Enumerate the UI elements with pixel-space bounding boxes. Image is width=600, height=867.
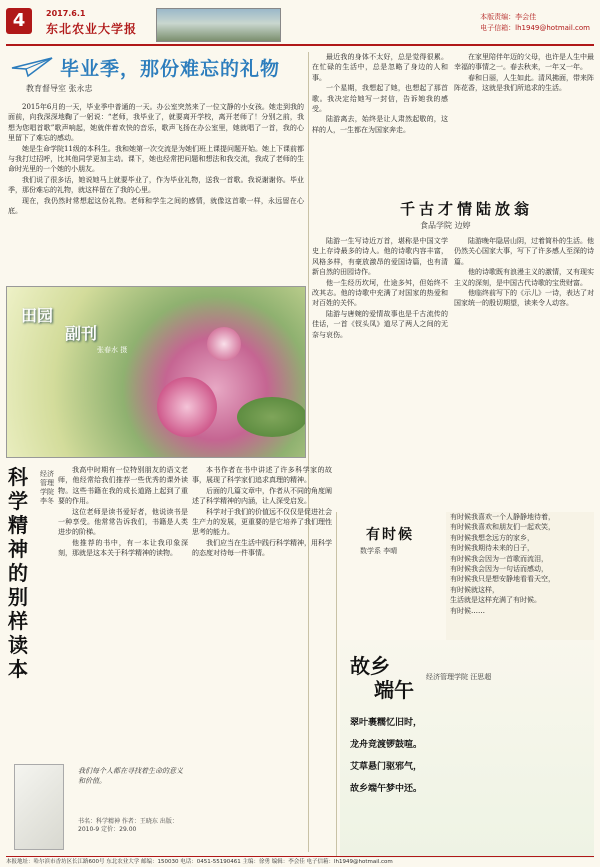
paragraph: 科学对于我们的价值远不仅仅是促进社会生产力的发展，更重要的是它培养了我们理性思考的能力。	[192, 507, 332, 537]
paragraph: 我高中时期有一位特别朋友的语文老师，他经常给我们推荐一些优秀的课外读物。这些书籍在我的成长道路上起到了重要的作用。	[58, 466, 188, 506]
paragraph: 他一生经历坎坷，仕途多舛，但始终不改其志。他的诗歌中充满了对国家的热爱和对百姓的关怀。	[312, 278, 448, 308]
banner-title-garden: 田园	[21, 306, 54, 325]
verse-line: 故乡端午梦中还。	[350, 784, 423, 794]
paragraph: 这位老师是读书爱好者，他说读书是一种享受。他常常告诉我们，书籍是人类进步的阶梯。	[58, 507, 188, 537]
paragraph: 他推荐的书中，有一本让我印象深刻，那就是这本关于科学精神的读物。	[58, 538, 188, 558]
poem-line: 有时候……	[450, 606, 485, 615]
verse-line: 艾草悬门驱邪气，	[350, 762, 423, 772]
hometown-title-a: 故乡	[350, 654, 390, 678]
poem-line: 有时候我只是想安静地看看天空，	[450, 575, 555, 584]
paragraph: 2015年6月的一天，毕业季中普通的一天。办公室突然来了一位文静的小女孩。她走到我的面前，向我深深地鞠了一躬说：“老师，我毕业了，就要离开学校，离开老师了！分别之前，我想为您唱首歌”歌声响起，她就伴着欢快的音乐，歌声飞扬在办公室里，她就唱了一首，我的心里留下了难忘的感动。	[8, 103, 304, 143]
column-b	[454, 52, 594, 252]
sometimes-title: 有时候	[366, 527, 414, 543]
poem-line: 有时候我喜欢一个人静静地待着，	[450, 513, 555, 521]
paragraph: 她是生命学院11级的本科生。我和她第一次交流是为她们班上课提问题开始。她上下课前都与我打过招呼，比其他同学更加主动。课下，她也经常把问题和想法和我交流，我成了老师的生命时光里的一个她的小朋友。	[8, 144, 304, 174]
lotus-bud-image	[207, 327, 241, 361]
ancient-article-byline: 食品学院 边婷	[420, 221, 471, 230]
paragraph: 他的诗歌既有浪漫主义的激情，又有现实主义的深刻，是中国古代诗歌的宝贵财富。	[454, 268, 594, 287]
sometimes-byline: 数学系 李晴	[360, 547, 398, 555]
paragraph: 春和日丽，人生如此。清风拂面，带来阵阵花香，这就是我们所追求的生活。	[454, 73, 594, 93]
book-cover-image	[14, 764, 64, 850]
column-divider	[336, 512, 337, 856]
editor-info	[480, 12, 590, 34]
poem-line: 有时候我想念远方的家乡，	[450, 533, 534, 542]
poem-line: 有时候我会因为一首歌而流泪，	[450, 554, 548, 563]
book-info: 书名：科学精神 作者：王晓东 出版：2010-9 定价：29.00	[78, 818, 178, 833]
editor-label: 本版责编：李会佳	[480, 13, 537, 21]
masthead	[6, 6, 594, 46]
poem-line: 有时候我期待未来的日子，	[450, 544, 534, 553]
science-article-body-b	[192, 465, 332, 857]
footer: 本报地址：哈尔滨市香坊区长江路600号 东北农业大学 邮编：150030 电话：0451-55190461 主编：徐勇 编辑：李会佳 电子信箱：lh1949@hotmail.com	[6, 856, 594, 867]
page-number: 4	[6, 8, 32, 34]
paragraph: 最近我的身体不太好，总是觉得很累。在忙碌的生活中，总是忽略了身边的人和事。	[312, 53, 448, 82]
banner-photo-credit: 张春水 摄	[97, 346, 128, 354]
paper-name: 东北农业大学报	[46, 22, 138, 36]
paragraph: 陆游晚年隐居山阴，过着简朴的生活。他仍然关心国家大事，写下了许多感人至深的诗篇。	[454, 237, 594, 266]
poem-line: 有时候就这样，	[450, 585, 499, 594]
lotus-leaf-image	[237, 397, 306, 437]
email-label: 电子信箱：lh1949@hotmail.com	[480, 24, 590, 32]
science-article-byline: 经济管理学院 李冬	[40, 470, 54, 505]
paragraph: 我们应当在生活中践行科学精神，用科学的态度对待每一件事情。	[192, 538, 332, 558]
poem-line: 有时候我会因为一句话而感动，	[450, 565, 548, 574]
lead-article-body	[8, 102, 304, 280]
paragraph: 陆游一生写诗近万首，堪称是中国文学史上存诗最多的诗人。他的诗歌内容丰富，风格多样，有豪放激昂的爱国诗篇，也有清新自然的田园诗作。	[312, 237, 448, 277]
poem-line: 有时候我喜欢和朋友们一起欢笑，	[450, 523, 555, 532]
paragraph: 他临终前写下的《示儿》一诗，表达了对国家统一的殷切期望，读来令人动容。	[454, 289, 594, 308]
lead-article-byline: 教育督导室 张永忠	[26, 84, 93, 93]
verse-line: 龙舟竞渡锣鼓喧。	[350, 740, 423, 750]
ancient-article-body-left	[312, 236, 448, 510]
paper-plane-icon	[10, 56, 54, 78]
paragraph: 陆游与唐婉的爱情故事也是千古流传的佳话，一首《钗头凤》道尽了两人之间的无奈与哀伤。	[312, 309, 448, 339]
science-article-title: 科学精神的别样读本	[8, 465, 28, 681]
science-article-body-a	[58, 465, 188, 761]
paragraph: 现在，我仍然时常想起这份礼物。老师和学生之间的感情，就像这首歌一样，永远留在心底。	[8, 196, 304, 216]
paragraph: 本书作者在书中讲述了许多科学家的故事，展现了科学家们追求真理的精神。	[192, 466, 332, 485]
paragraph: 在家里陪伴年迈的父母，也许是人生中最幸福的事情之一。春去秋来，一年又一年。	[454, 53, 594, 72]
banner-title-supplement: 副刊	[65, 324, 98, 343]
paragraph: 一个星期，我想起了她，也想起了那首歌。我决定给她写一封信，告诉她我的感受。	[312, 84, 448, 114]
lead-article-header	[6, 52, 304, 102]
verse-line: 翠叶裹糯忆旧时，	[350, 718, 423, 728]
paragraph: 陆游离去，始终是让人肃然起敬的，这样的人，一生都在为国家奔走。	[312, 115, 448, 134]
paragraph: 我们说了很多话，她说她马上就要毕业了，作为毕业礼物，送我一首歌。我说谢谢你。毕业季，那份难忘的礼物，就这样留在了我的心里。	[8, 175, 304, 195]
campus-photo	[156, 8, 281, 42]
hometown-verse	[350, 712, 590, 800]
sometimes-poem	[446, 512, 594, 640]
lotus-flower-image	[157, 377, 217, 437]
paragraph: 后面的几篇文章中，作者从不同的角度阐述了科学精神的内涵，让人深受启发。	[192, 486, 332, 506]
book-quote: 我们每个人都在寻找着生命的意义和价值。	[78, 767, 183, 785]
ancient-article-title: 千古才情陆放翁	[400, 200, 534, 218]
issue-date: 2017.6.1	[46, 9, 86, 18]
hometown-byline: 经济管理学院 汪思超	[426, 673, 492, 681]
hometown-title-b: 端午	[374, 678, 414, 702]
garden-supplement-banner	[6, 286, 306, 458]
ancient-article-body-right	[454, 236, 594, 510]
poem-line: 生活就是这样充满了有时候。	[450, 596, 541, 605]
lead-article-title: 毕业季，那份难忘的礼物	[60, 58, 281, 80]
